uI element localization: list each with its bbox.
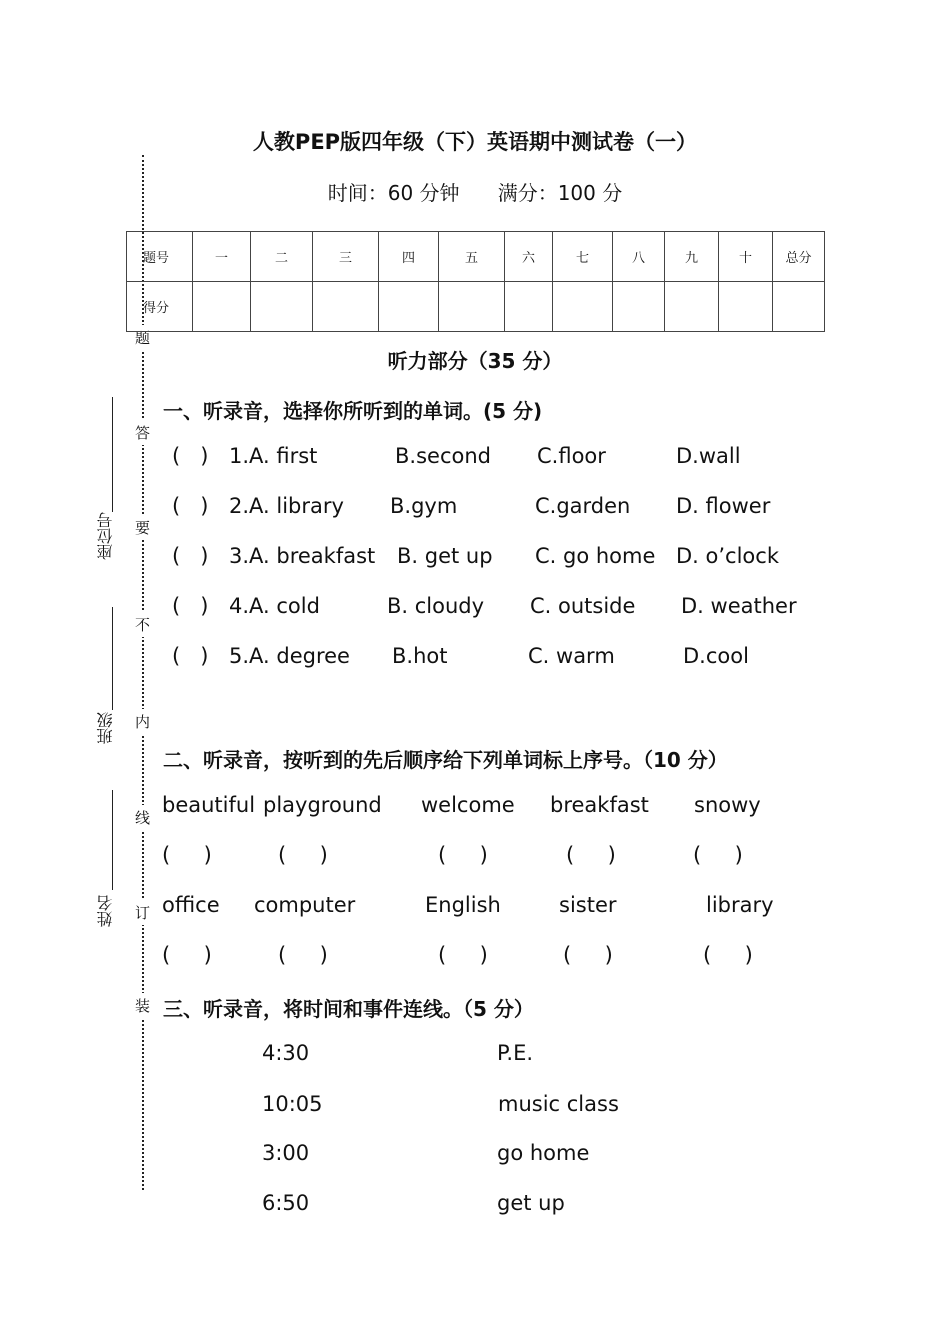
score-input-cell[interactable] (665, 282, 719, 332)
margin-char: 题 (135, 325, 150, 350)
order-blank[interactable]: ( ) (162, 843, 212, 867)
word-item: computer (254, 893, 356, 917)
margin-char: 内 (135, 709, 150, 734)
option-c: C. outside (530, 594, 636, 618)
answer-blank[interactable]: ( ) (172, 494, 209, 518)
score-input-cell[interactable] (553, 282, 613, 332)
option-a: 3.A. breakfast (229, 544, 376, 568)
score-input-cell[interactable] (251, 282, 313, 332)
option-b: B.second (395, 444, 491, 468)
answer-blank[interactable]: ( ) (172, 594, 209, 618)
table-cell: 七 (553, 232, 613, 282)
word-item: beautiful (162, 793, 256, 817)
order-blank[interactable]: ( ) (438, 843, 488, 867)
event-item[interactable]: P.E. (497, 1041, 534, 1065)
option-a: 2.A. library (229, 494, 344, 518)
answer-blank[interactable]: ( ) (172, 444, 209, 468)
table-cell: 四 (379, 232, 439, 282)
margin-char: 装 (135, 993, 150, 1018)
table-cell: 九 (665, 232, 719, 282)
margin-char: 答 (135, 420, 150, 445)
class-label: 班级 (96, 712, 115, 744)
option-d: D.wall (676, 444, 741, 468)
option-a: 5.A. degree (229, 644, 350, 668)
time-item[interactable]: 6:50 (262, 1191, 310, 1215)
option-d: D. o’clock (676, 544, 779, 568)
order-blank[interactable]: ( ) (438, 943, 488, 967)
event-item[interactable]: go home (497, 1141, 590, 1165)
word-item: welcome (421, 793, 515, 817)
option-c: C. go home (535, 544, 656, 568)
word-item: breakfast (550, 793, 649, 817)
name-line (112, 790, 113, 890)
word-item: library (706, 893, 774, 917)
answer-blank[interactable]: ( ) (172, 544, 209, 568)
table-cell: 五 (439, 232, 505, 282)
score-input-cell[interactable] (719, 282, 773, 332)
time-item[interactable]: 3:00 (262, 1141, 310, 1165)
option-c: C.floor (537, 444, 606, 468)
table-cell: 六 (505, 232, 553, 282)
option-b: B.hot (392, 644, 448, 668)
margin-char: 要 (135, 515, 150, 540)
class-line (112, 607, 113, 710)
time-item[interactable]: 4:30 (262, 1041, 310, 1065)
section2-heading: 二、听录音，按听到的先后顺序给下列单词标上序号。（10 分） (163, 748, 728, 772)
table-cell: 题号 (127, 232, 193, 282)
table-cell: 二 (251, 232, 313, 282)
table-cell: 得分 (127, 282, 193, 332)
page-subtitle: 时间：60 分钟 满分：100 分 (327, 181, 623, 205)
option-d: D. weather (681, 594, 797, 618)
order-blank[interactable]: ( ) (563, 943, 613, 967)
margin-char: 订 (135, 900, 150, 925)
table-cell: 八 (613, 232, 665, 282)
score-table (126, 231, 825, 332)
section1-heading: 一、听录音，选择你所听到的单词。(5 分) (163, 399, 543, 423)
answer-blank[interactable]: ( ) (172, 644, 209, 668)
page-title: 人教PEP版四年级（下）英语期中测试卷（一） (252, 130, 698, 154)
score-table-header-row (127, 232, 825, 282)
score-input-cell[interactable] (379, 282, 439, 332)
option-d: D.cool (683, 644, 749, 668)
order-blank[interactable]: ( ) (693, 843, 743, 867)
order-blank[interactable]: ( ) (278, 843, 328, 867)
score-input-cell[interactable] (313, 282, 379, 332)
option-c: C. warm (528, 644, 615, 668)
score-input-cell[interactable] (505, 282, 553, 332)
option-c: C.garden (535, 494, 631, 518)
margin-char: 不 (135, 612, 150, 637)
option-a: 1.A. first (229, 444, 318, 468)
name-label: 姓名 (96, 895, 115, 927)
order-blank[interactable]: ( ) (278, 943, 328, 967)
word-item: office (162, 893, 220, 917)
table-cell: 总分 (773, 232, 825, 282)
option-b: B. cloudy (387, 594, 485, 618)
option-b: B. get up (397, 544, 493, 568)
section3-heading: 三、听录音，将时间和事件连线。（5 分） (163, 997, 534, 1021)
order-blank[interactable]: ( ) (162, 943, 212, 967)
word-item: sister (559, 893, 617, 917)
seat-number-line (112, 397, 113, 512)
event-item[interactable]: music class (498, 1092, 619, 1116)
table-cell: 十 (719, 232, 773, 282)
seat-number-label: 座位号 (96, 512, 115, 560)
option-b: B.gym (390, 494, 458, 518)
score-input-cell[interactable] (613, 282, 665, 332)
option-a: 4.A. cold (229, 594, 320, 618)
order-blank[interactable]: ( ) (703, 943, 753, 967)
time-item[interactable]: 10:05 (262, 1092, 323, 1116)
option-d: D. flower (676, 494, 771, 518)
score-input-cell[interactable] (773, 282, 825, 332)
listening-heading: 听力部分（35 分） (387, 349, 563, 373)
table-cell: 一 (193, 232, 251, 282)
word-item: snowy (694, 793, 761, 817)
score-input-cell[interactable] (193, 282, 251, 332)
score-table-score-row (127, 282, 825, 332)
order-blank[interactable]: ( ) (566, 843, 616, 867)
score-input-cell[interactable] (439, 282, 505, 332)
word-item: playground (263, 793, 382, 817)
margin-char: 线 (135, 805, 150, 830)
table-cell: 三 (313, 232, 379, 282)
word-item: English (425, 893, 501, 917)
event-item[interactable]: get up (497, 1191, 565, 1215)
